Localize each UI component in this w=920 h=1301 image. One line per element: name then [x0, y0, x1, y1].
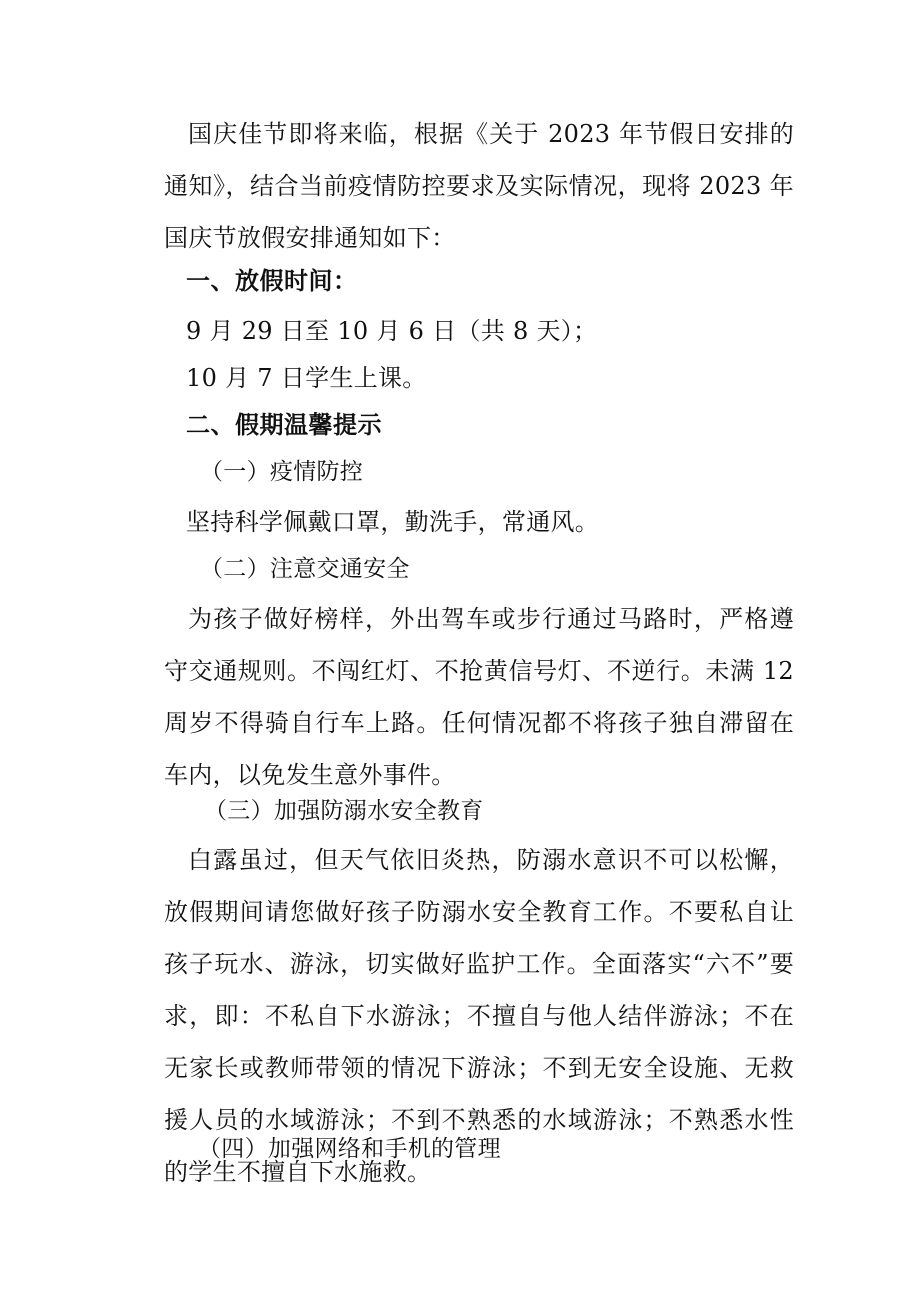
section-heading-reminders: 二、假期温馨提示 [186, 411, 382, 439]
subheading-epidemic: （一）疫情防控 [200, 459, 364, 485]
subheading-network: （四）加强网络和手机的管理 [198, 1136, 501, 1162]
class-resume-line: 10 月 7 日学生上课。 [186, 364, 427, 392]
section-heading-holiday-time: 一、放假时间： [186, 267, 358, 295]
holiday-dates-line: 9 月 29 日至 10 月 6 日（共 8 天）； [186, 317, 598, 345]
intro-paragraph: 国庆佳节即将来临，根据《关于 2023 年节假日安排的通知》，结合当前疫情防控要求及实际情况，现将 2023 年国庆节放假安排通知如下： [164, 120, 794, 252]
epidemic-body: 坚持科学佩戴口罩，勤洗手，常通风。 [186, 508, 600, 536]
drowning-body: 白露虽过，但天气依旧炎热，防溺水意识不可以松懈，放假期间请您做好孩子防溺水安全教育工作。不要私自让孩子玩水、游泳，切实做好监护工作。全面落实“六不”要求，即：不私自下水游泳；不擅自与他人结伴游泳；不在无家长或教师带领的情况下游泳；不到无安全设施、无救援人员的水域游泳；不到不熟悉的水域游泳；不熟悉水性的学生不擅自下水施救。 [164, 846, 794, 1186]
subheading-drowning: （三）加强防溺水安全教育 [204, 798, 484, 824]
subheading-traffic: （二）注意交通安全 [200, 556, 410, 582]
traffic-body: 为孩子做好榜样，外出驾车或步行通过马路时，严格遵守交通规则。不闯红灯、不抢黄信号灯、不逆行。未满 12 周岁不得骑自行车上路。任何情况都不将孩子独自滞留在车内，以免发生意外事件。 [164, 605, 794, 789]
